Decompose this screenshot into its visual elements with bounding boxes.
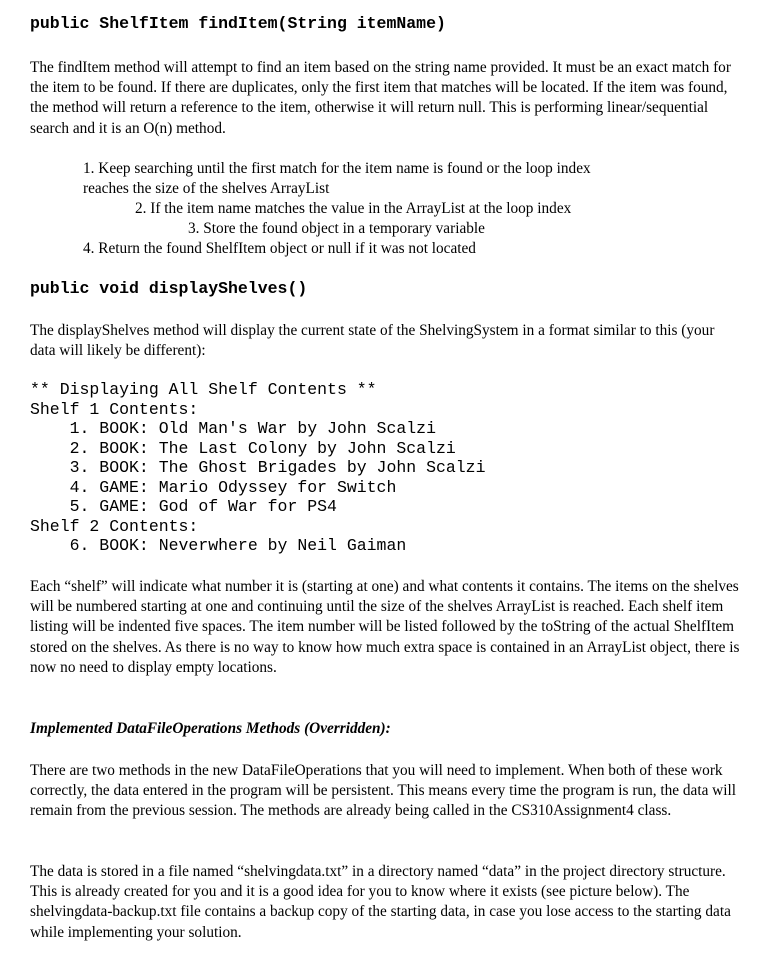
- data-file-ops-paragraph-2: The data is stored in a file named “shelvingdata.txt” in a directory named “data” in the project directory structure. This is already created for you and it is a good idea for you to know where it exists (see picture below). The shelvingdata-backup.txt file contains a backup copy of the starting data, in case you lose access to the starting data while implementing your solution.: [30, 863, 731, 941]
- step-1: 1. Keep searching until the first match for the item name is found or the loop index: [83, 160, 591, 177]
- step-3: 3. Store the found object in a temporary variable: [188, 220, 485, 237]
- display-shelves-description: The displayShelves method will display the current state of the ShelvingSystem in a format similar to this (your data will likely be different):: [30, 322, 715, 360]
- sample-output-line: 2. BOOK: The Last Colony by John Scalzi: [30, 439, 456, 458]
- display-shelves-explanation: Each “shelf” will indicate what number it is (starting at one) and what contents it contains. The items on the shelves will be numbered starting at one and continuing until the size of the shelves ArrayList is reached. Each shelf item listing will be indented five spaces. The item number will be listed followed by the toString of the actual ShelfItem stored on the shelves. As there is no way to know how much extra space is contained in an ArrayList object, there is now no need to display empty locations.: [30, 578, 740, 676]
- sample-output-line: 4. GAME: Mario Odyssey for Switch: [30, 478, 397, 497]
- sample-output-line: Shelf 2 Contents:: [30, 517, 199, 536]
- find-item-signature: public ShelfItem findItem(String itemName): [30, 14, 446, 33]
- step-2: 2. If the item name matches the value in the ArrayList at the loop index: [135, 200, 572, 217]
- sample-output-line: 3. BOOK: The Ghost Brigades by John Scalzi: [30, 458, 486, 477]
- step-4: 4. Return the found ShelfItem object or null if it was not located: [83, 240, 476, 257]
- sample-output-line: 1. BOOK: Old Man's War by John Scalzi: [30, 419, 436, 438]
- data-file-ops-paragraph-1: There are two methods in the new DataFileOperations that you will need to implement. When both of these work correctly, the data entered in the program will be persistent. This means every time the program is run, the data will remain from the previous session. The methods are already being called in the CS310Assignment4 class.: [30, 762, 736, 820]
- section-heading: Implemented DataFileOperations Methods (Overridden):: [30, 720, 391, 737]
- step-1-continuation: reaches the size of the shelves ArrayList: [83, 180, 330, 197]
- display-shelves-signature: public void displayShelves(): [30, 279, 308, 298]
- sample-output-line: 5. GAME: God of War for PS4: [30, 497, 337, 516]
- find-item-description: The findItem method will attempt to find an item based on the string name provided. It must be an exact match for the item to be found. If there are duplicates, only the first item that matches will be located. If the item was found, the method will return a reference to the item, otherwise it will return null. This is performing linear/sequential search and it is an O(n) method.: [30, 59, 731, 137]
- sample-output-line: ** Displaying All Shelf Contents **: [30, 380, 377, 399]
- sample-output-line: 6. BOOK: Neverwhere by Neil Gaiman: [30, 536, 407, 555]
- sample-output-line: Shelf 1 Contents:: [30, 400, 199, 419]
